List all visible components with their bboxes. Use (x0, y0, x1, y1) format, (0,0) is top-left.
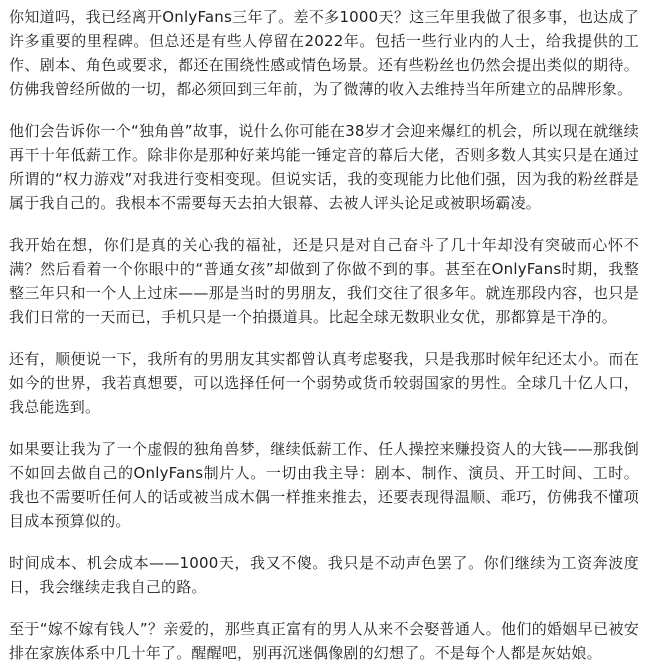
paragraph: 至于“嫁不嫁有钱人”？亲爱的，那些真正富有的男人从来不会娶普通人。他们的婚姻早已被安排在家族体系中几十年了。醒醒吧，别再沉迷偶像剧的幻想了。不是每个人都是灰姑娘。 (9, 620, 639, 662)
paragraph: 如果要让我为了一个虚假的独角兽梦，继续低薪工作、任人操控来赚投资人的大钱——那我倒不如回去做自己的OnlyFans制片人。一切由我主导：剧本、制作、演员、开工时间、工时。我也不需要听任何人的话或被当成木偶一样推来推去，还要表现得温顺、乖巧，仿佛我不懂项目成本预算似的。 (9, 440, 639, 530)
paragraph: 我开始在想，你们是真的关心我的福祉，还是只是对自己奋斗了几十年却没有突破而心怀不满？然后看着一个你眼中的“普通女孩”却做到了你做不到的事。甚至在OnlyFans时期，我整整三年只和一个人上过床——那是当时的男朋友，我们交往了很多年。就连那段内容，也只是我们日常的一天而已，手机只是一个拍摄道具。比起全球无数职业女优，那都算是干净的。 (9, 236, 639, 326)
paragraph: 他们会告诉你一个“独角兽”故事，说什么你可能在38岁才会迎来爆红的机会，所以现在就继续再干十年低薪工作。除非你是那种好莱坞能一锤定音的幕后大佬，否则多数人其实只是在通过所谓的“权力游戏”对我进行变相变现。但说实话，我的变现能力比他们强，因为我的粉丝群是属于我自己的。我根本不需要每天去拍大银幕、去被人评头论足或被职场霸凌。 (9, 122, 639, 212)
paragraph: 你知道吗，我已经离开OnlyFans三年了。差不多1000天？这三年里我做了很多事，也达成了许多重要的里程碑。但总还是有些人停留在2022年。包括一些行业内的人士，给我提供的工作、剧本、角色或要求，都还在围绕性感或情色场景。还有些粉丝也仍然会提出类似的期待。仿佛我曾经所做的一切，都必须回到三年前，为了微薄的收入去维持当年所建立的品牌形象。 (9, 8, 639, 98)
paragraph: 还有，顺便说一下，我所有的男朋友其实都曾认真考虑娶我，只是我那时候年纪还太小。而在如今的世界，我若真想要，可以选择任何一个弱势或货币较弱国家的男性。全球几十亿人口，我总能选到。 (9, 350, 639, 416)
paragraph: 时间成本、机会成本——1000天，我又不傻。我只是不动声色罢了。你们继续为工资奔波度日，我会继续走我自己的路。 (9, 554, 639, 596)
